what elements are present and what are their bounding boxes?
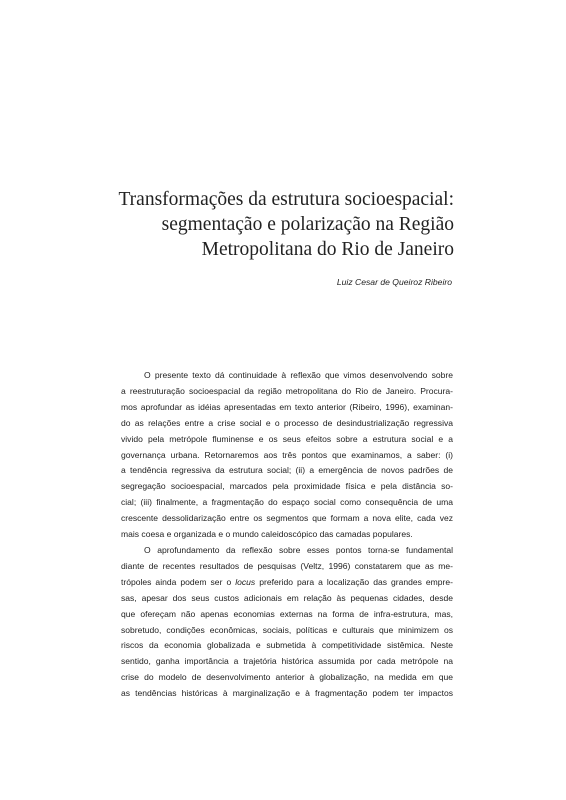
text-line: sas, apesar dos seus custos adicionais em relação às pequenas cidades, desde — [121, 592, 453, 603]
text-line: riscos da economia globalizada e submetida à competitividade sistêmica. Neste — [121, 640, 453, 651]
text-line: cial; (iii) finalmente, a fragmentação do espaço social como consequência de uma — [121, 497, 453, 508]
text-fragment: trópoles ainda podem ser o — [121, 576, 236, 587]
text-line: a tendência regressiva da estrutura social; (ii) a emergência de novos padrões de — [121, 465, 453, 476]
text-line: mos aprofundar as idéias apresentadas em texto anterior (Ribeiro, 1996), examinan- — [121, 401, 453, 412]
paragraph-2 — [121, 543, 453, 702]
paragraph-1 — [121, 368, 453, 543]
text-line — [121, 575, 453, 591]
author-name: Luiz Cesar de Queiroz Ribeiro — [336, 277, 452, 287]
title-line: segmentação e polarização na Região — [161, 214, 454, 235]
text-line: crescente dessolidarização entre os segmentos que formam a nova elite, cada vez — [121, 513, 453, 524]
text-line: governança urbana. Retornaremos aos três pontos que examinamos, a saber: (i) — [121, 449, 453, 460]
text-line: a reestruturação socioespacial da região metropolitana do Rio de Janeiro. Procura- — [121, 385, 453, 396]
text-line: crise do modelo de desenvolvimento anterior à globalização, na medida em que — [121, 672, 453, 683]
text-line: sentido, ganha importância a trajetória histórica assumida por cada metrópole na — [121, 656, 453, 667]
text-line: as tendências históricas à marginalização e à fragmentação podem ter impactos — [121, 688, 453, 699]
text-line: diante de recentes resultados de pesquisas (Veltz, 1996) constatarem que as me- — [121, 560, 453, 571]
text-line: do as relações entre a crise social e o processo de desindustrialização regressiva — [121, 417, 453, 428]
title-line: Transformações da estrutura socioespacial: — [118, 189, 454, 210]
text-line: O presente texto dá continuidade à reflexão que vimos desenvolvendo sobre — [144, 370, 453, 380]
text-line: que ofereçam não apenas economias externas na forma de infra-estrutura, mas, — [121, 608, 453, 619]
title-line: Metropolitana do Rio de Janeiro — [201, 239, 454, 260]
text-line: vivido pela metrópole fluminense e os seus efeitos sobre a estrutura social e a — [121, 433, 453, 444]
body-text — [121, 368, 453, 702]
text-line: O aprofundamento da reflexão sobre esses pontos torna-se fundamental — [144, 544, 453, 555]
text-line: sobretudo, condições econômicas, sociais, políticas e culturais que minimizem os — [121, 624, 453, 635]
emphasis-locus: locus — [235, 576, 256, 587]
text-line: mais coesa e organizada e o mundo caleidoscópico das camadas populares. — [121, 529, 413, 540]
article-title — [54, 187, 454, 262]
text-fragment: preferido para a localização das grandes empre- — [255, 576, 454, 587]
text-line: segregação socioespacial, marcados pela proximidade física e pela distância so- — [121, 481, 453, 492]
